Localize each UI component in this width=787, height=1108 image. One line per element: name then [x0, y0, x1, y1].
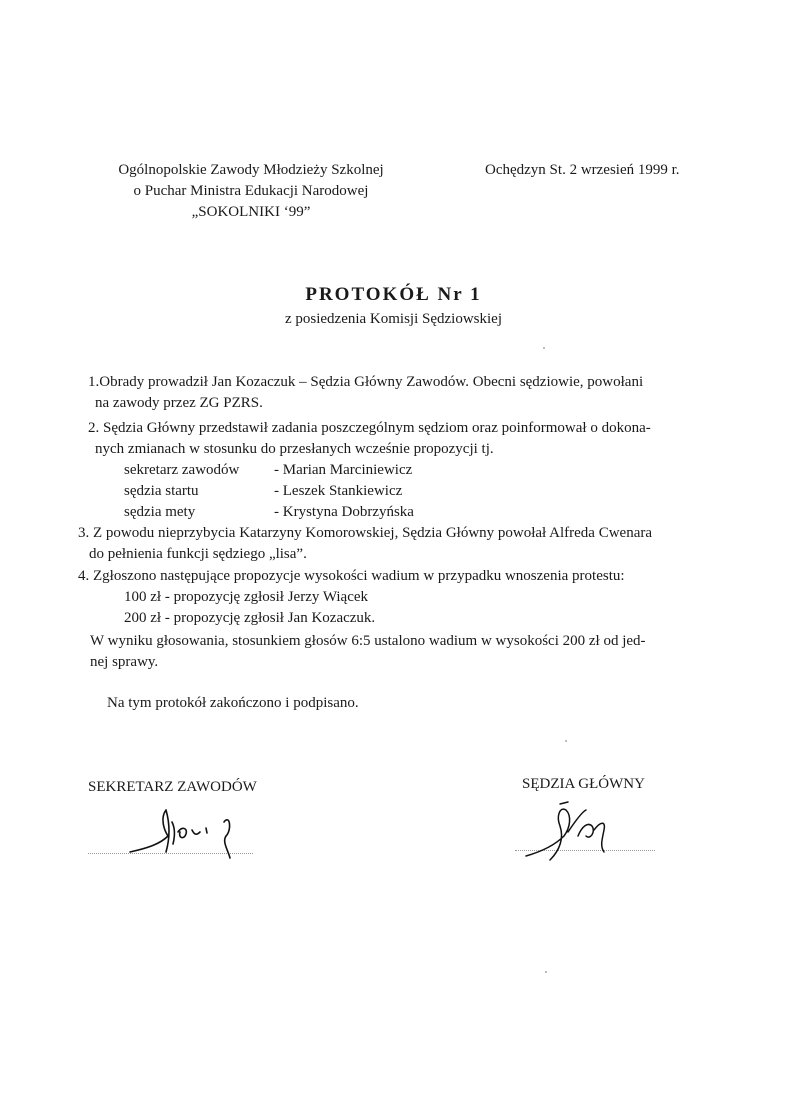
- item-1: [88, 372, 643, 414]
- judges-list: [124, 460, 414, 523]
- org-line-3: „SOKOLNIKI ‘99”: [191, 204, 311, 220]
- voting-result: [90, 631, 646, 673]
- item-3-line-2: do pełnienia funkcji sędziego „lisa”.: [89, 546, 307, 562]
- item-2: [88, 418, 651, 460]
- chief-judge-label: SĘDZIA GŁÓWNY: [522, 776, 645, 792]
- organizer-header: [86, 160, 416, 223]
- document-subtitle: z posiedzenia Komisji Sędziowskiej: [284, 311, 503, 327]
- org-line-1: Ogólnopolskie Zawody Młodzieży Szkolnej: [118, 162, 384, 178]
- proposal-row: 100 zł - propozycję zgłosił Jerzy Wiącek: [124, 589, 369, 605]
- judge-name: - Marian Marciniewicz: [274, 462, 413, 478]
- proposals-list: [124, 587, 375, 629]
- scan-speck: [545, 971, 547, 973]
- scan-speck: [565, 740, 567, 742]
- place-date: Ochędzyn St. 2 wrzesień 1999 r.: [485, 162, 680, 178]
- judge-row: [124, 481, 414, 502]
- result-line-2: nej sprawy.: [90, 654, 159, 670]
- item-2-line-2: nych zmianach w stosunku do przesłanych wcześnie propozycji tj.: [95, 441, 494, 457]
- document-title: PROTOKÓŁ Nr 1: [305, 284, 482, 305]
- judge-row: [124, 460, 414, 481]
- judge-role: sekretarz zawodów: [124, 462, 240, 478]
- judge-role: sędzia startu: [124, 483, 199, 499]
- proposal-row: 200 zł - propozycję zgłosił Jan Kozaczuk.: [124, 610, 376, 626]
- result-line-1: W wyniku głosowania, stosunkiem głosów 6:5 ustalono wadium w wysokości 200 zł od jed-: [90, 633, 646, 649]
- secretary-label: SEKRETARZ ZAWODÓW: [88, 779, 257, 795]
- scan-speck: [543, 347, 545, 349]
- judge-row: [124, 502, 414, 523]
- item-1-line-1: 1.Obrady prowadził Jan Kozaczuk – Sędzia Główny Zawodów. Obecni sędziowie, powołani: [88, 374, 644, 390]
- secretary-signature: [120, 800, 260, 870]
- chief-judge-signature: [520, 796, 640, 876]
- item-3-line-1: 3. Z powodu nieprzybycia Katarzyny Komorowskiej, Sędzia Główny powołał Alfreda Cwenara: [78, 525, 653, 541]
- org-line-2: o Puchar Ministra Edukacji Narodowej: [133, 183, 369, 199]
- judge-name: - Krystyna Dobrzyńska: [274, 504, 414, 520]
- judge-name: - Leszek Stankiewicz: [274, 483, 403, 499]
- item-1-line-2: na zawody przez ZG PZRS.: [95, 395, 263, 411]
- closing-statement: Na tym protokół zakończono i podpisano.: [107, 695, 359, 711]
- judge-role: sędzia mety: [124, 504, 196, 520]
- item-3: [78, 523, 652, 565]
- item-4-line-1: 4. Zgłoszono następujące propozycje wysokości wadium w przypadku wnoszenia protestu:: [78, 568, 625, 584]
- item-4: [78, 566, 625, 587]
- item-2-line-1: 2. Sędzia Główny przedstawił zadania poszczególnym sędziom oraz poinformował o dokona-: [88, 420, 651, 436]
